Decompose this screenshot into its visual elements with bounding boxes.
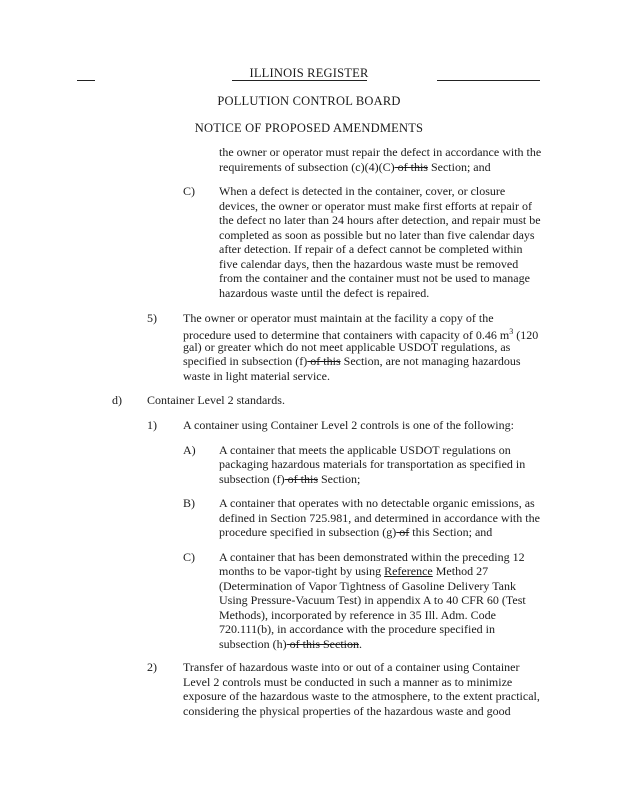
paragraph-line: A container using Container Level 2 controls is one of the following:: [183, 418, 514, 432]
paragraph-line: considering the physical properties of the hazardous waste and good: [183, 704, 511, 718]
paragraph-line: hazardous waste until the defect is repaired.: [219, 286, 430, 300]
item-label: d): [112, 393, 122, 407]
paragraph-line: A container that has been demonstrated within the preceding 12: [219, 550, 525, 564]
paragraph-line: Methods), incorporated by reference in 35 Ill. Adm. Code: [219, 608, 496, 622]
paragraph-line: requirements of subsection (c)(4)(C) of this Section; and: [219, 160, 491, 174]
item-label: 2): [147, 660, 157, 674]
paragraph-line: packaging hazardous materials for transportation as specified in: [219, 457, 526, 471]
paragraph-line: specified in subsection (f) of this Section, are not managing hazardous: [183, 354, 521, 368]
paragraph-line: from the container and the container must not be used to manage: [219, 271, 530, 285]
paragraph-line: procedure specified in subsection (g) of this Section; and: [219, 525, 493, 539]
paragraph-line: exposure of the hazardous waste to the atmosphere, to the extent practical,: [183, 689, 540, 703]
paragraph-line: five calendar days, then the hazardous waste must be removed: [219, 257, 519, 271]
paragraph-line: waste in light material service.: [183, 369, 330, 383]
item-label: A): [183, 443, 196, 457]
paragraph-line: Container Level 2 standards.: [147, 393, 285, 407]
register-title: ILLINOIS REGISTER: [249, 66, 369, 80]
paragraph-line: 720.111(b), in accordance with the procedure specified in: [219, 622, 495, 636]
paragraph-line: completed as soon as possible but no later than five calendar days: [219, 228, 535, 242]
paragraph-line: gal) or greater which do not meet applicable USDOT regulations, as: [183, 340, 511, 354]
item-label: B): [183, 496, 195, 510]
paragraph-line: the defect no later than 24 hours after detection, and repair must be: [219, 213, 541, 227]
notice-title: NOTICE OF PROPOSED AMENDMENTS: [194, 121, 424, 135]
paragraph-line: A container that meets the applicable USDOT regulations on: [219, 443, 511, 457]
paragraph-line: A container that operates with no detectable organic emissions, as: [219, 496, 535, 510]
paragraph-line: procedure used to determine that containers with capacity of 0.46 $m^3$ (120: [183, 327, 539, 342]
item-label: 1): [147, 418, 157, 432]
paragraph-line: after detection. If repair of a defect cannot be completed within: [219, 242, 523, 256]
paragraph-line: Using Pressure-Vacuum Test) in appendix A to 40 CFR 60 (Test: [219, 593, 526, 607]
item-label: C): [183, 184, 195, 198]
paragraph-line: Transfer of hazardous waste into or out of a container using Container: [183, 660, 520, 674]
paragraph-line: (Determination of Vapor Tightness of Gasoline Delivery Tank: [219, 579, 517, 593]
item-label: 5): [147, 311, 157, 325]
paragraph-line: defined in Section 725.981, and determined in accordance with the: [219, 511, 540, 525]
paragraph-line: subsection (h) of this Section.: [219, 637, 362, 651]
paragraph-line: months to be vapor-tight by using Reference Method 27: [219, 564, 489, 578]
paragraph-line: subsection (f) of this Section;: [219, 472, 361, 486]
paragraph-line: Level 2 controls must be conducted in such a manner as to minimize: [183, 675, 513, 689]
item-label: C): [183, 550, 195, 564]
paragraph-line: the owner or operator must repair the defect in accordance with the: [219, 145, 542, 159]
paragraph-line: devices, the owner or operator must make first efforts at repair of: [219, 199, 532, 213]
paragraph-line: The owner or operator must maintain at the facility a copy of the: [183, 311, 494, 325]
board-title: POLLUTION CONTROL BOARD: [217, 94, 401, 108]
paragraph-line: When a defect is detected in the container, cover, or closure: [219, 184, 506, 198]
